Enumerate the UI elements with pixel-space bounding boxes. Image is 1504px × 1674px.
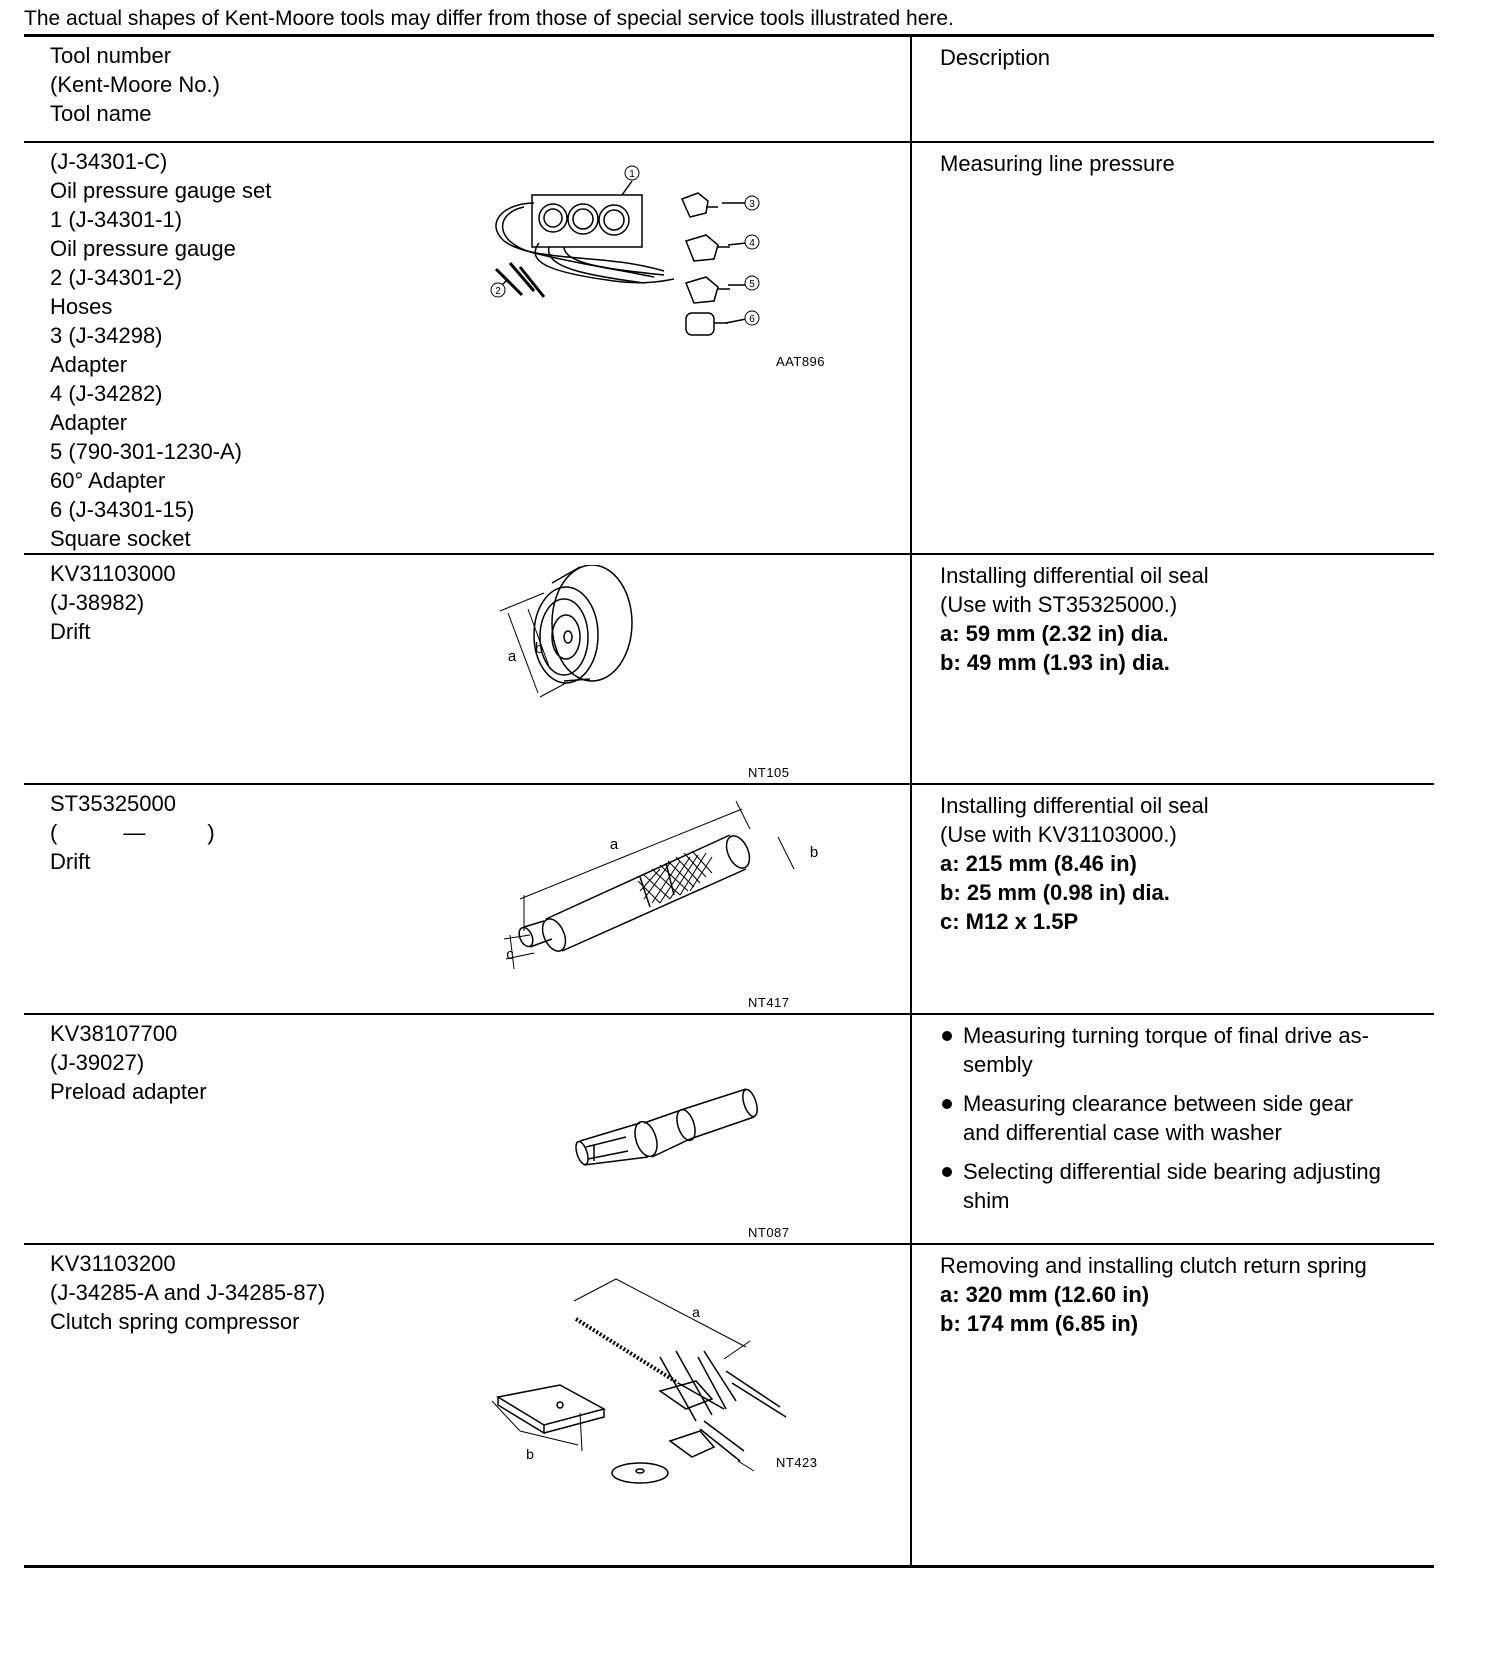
description-line: (Use with KV31103000.) (940, 822, 1177, 847)
spec-line: c: M12 x 1.5P (940, 909, 1079, 934)
tool-line: Adapter (50, 352, 128, 377)
spec-line: a: 215 mm (8.46 in) (940, 851, 1137, 876)
bullet-item: Selecting differential side bearing adjusting shim (940, 1157, 1434, 1215)
dimension-label: a (507, 648, 517, 665)
tool-line: 5 (790-301-1230-A) (50, 439, 243, 464)
header-tool-line: Tool name (50, 101, 152, 126)
dimension-label: b (534, 640, 544, 657)
tool-line: 1 (J-34301-1) (50, 207, 183, 232)
tool-cell (24, 1014, 911, 1244)
header-tool-line: (Kent-Moore No.) (50, 72, 220, 97)
header-description-cell (911, 36, 1434, 143)
table-row (24, 1244, 1434, 1567)
header-tool-cell (24, 36, 911, 143)
callout-label: 4 (749, 238, 755, 249)
figure-code: NT423 (776, 1455, 818, 1470)
bullet-item: Measuring clearance between side gear and differential case with washer (940, 1089, 1434, 1147)
table-header-row (24, 36, 1434, 143)
bullet-item: Measuring turning torque of final drive as- sembly (940, 1021, 1434, 1079)
callout-label: 6 (749, 314, 755, 325)
tool-line: Drift (50, 849, 91, 874)
figure-code: NT105 (748, 765, 790, 780)
description-line: (Use with ST35325000.) (940, 592, 1178, 617)
spec-line: b: 49 mm (1.93 in) dia. (940, 650, 1170, 675)
tool-line: 60° Adapter (50, 468, 166, 493)
tool-line: KV38107700 (50, 1021, 178, 1046)
drift-illustration (480, 565, 650, 705)
figure-code: NT087 (748, 1225, 790, 1240)
spec-line: a: 320 mm (12.60 in) (940, 1282, 1150, 1307)
tool-cell (24, 142, 911, 554)
table-row (24, 554, 1434, 784)
description-line: Installing differential oil seal (940, 563, 1209, 588)
tool-line: Drift (50, 619, 91, 644)
table-row (24, 1014, 1434, 1244)
tool-line: (J-38982) (50, 590, 145, 615)
callout-label: 1 (629, 169, 635, 180)
description-bullet-list (940, 1021, 1434, 1215)
preload-adapter-illustration (574, 1081, 774, 1191)
header-tool-line: Tool number (50, 43, 172, 68)
dimension-label: a (692, 1304, 700, 1320)
dimension-label: a (609, 836, 619, 853)
kent-moore-dash: — (123, 820, 146, 845)
oil-pressure-gauge-set-illustration (464, 163, 804, 363)
figure-code: AAT896 (776, 354, 826, 369)
kent-moore-paren-open: ( (50, 820, 58, 845)
spec-line: b: 174 mm (6.85 in) (940, 1311, 1139, 1336)
tool-line: KV31103000 (50, 561, 176, 586)
tool-line: Clutch spring compressor (50, 1309, 300, 1334)
description-cell (911, 1244, 1434, 1567)
description-line: Removing and installing clutch return spring (940, 1253, 1367, 1278)
dimension-label: b (809, 844, 819, 861)
spec-line: b: 25 mm (0.98 in) dia. (940, 880, 1170, 905)
page-note: The actual shapes of Kent-Moore tools may differ from those of special service tools illustrated here. (24, 7, 954, 30)
tool-line: (J-39027) (50, 1050, 145, 1075)
special-service-tools-table (24, 34, 1434, 1568)
description-line: Measuring line pressure (940, 151, 1175, 176)
callout-label: 5 (749, 279, 755, 290)
tool-line: 4 (J-34282) (50, 381, 163, 406)
tool-line: (J-34285-A and J-34285-87) (50, 1280, 326, 1305)
tool-line: Square socket (50, 526, 191, 551)
tool-line: KV31103200 (50, 1251, 176, 1276)
tool-cell (24, 554, 911, 784)
tool-line: Oil pressure gauge (50, 236, 236, 261)
tool-line: 6 (J-34301-15) (50, 497, 195, 522)
spec-line: a: 59 mm (2.32 in) dia. (940, 621, 1169, 646)
dimension-label: c (506, 946, 514, 963)
description-cell (911, 784, 1434, 1014)
kent-moore-paren-close: ) (207, 820, 215, 845)
figure-code: NT417 (748, 995, 790, 1010)
table-row (24, 784, 1434, 1014)
tool-line: Preload adapter (50, 1079, 207, 1104)
tool-cell (24, 1244, 911, 1567)
table-row (24, 142, 1434, 554)
tool-line: (J-34301-C) (50, 149, 168, 174)
drift-rod-illustration (480, 799, 820, 989)
description-cell (911, 142, 1434, 554)
tool-line: 2 (J-34301-2) (50, 265, 183, 290)
description-cell (911, 1014, 1434, 1244)
tool-line: Adapter (50, 410, 128, 435)
tool-line: ST35325000 (50, 791, 176, 816)
callout-label: 2 (495, 286, 501, 297)
tool-line: 3 (J-34298) (50, 323, 163, 348)
description-line: Installing differential oil seal (940, 793, 1209, 818)
header-description: Description (940, 45, 1051, 70)
tool-line: Oil pressure gauge set (50, 178, 272, 203)
callout-label: 3 (749, 199, 755, 210)
dimension-label: b (526, 1446, 534, 1462)
tool-cell (24, 784, 911, 1014)
description-cell (911, 554, 1434, 784)
tool-line: Hoses (50, 294, 113, 319)
clutch-spring-compressor-illustration (464, 1261, 824, 1501)
